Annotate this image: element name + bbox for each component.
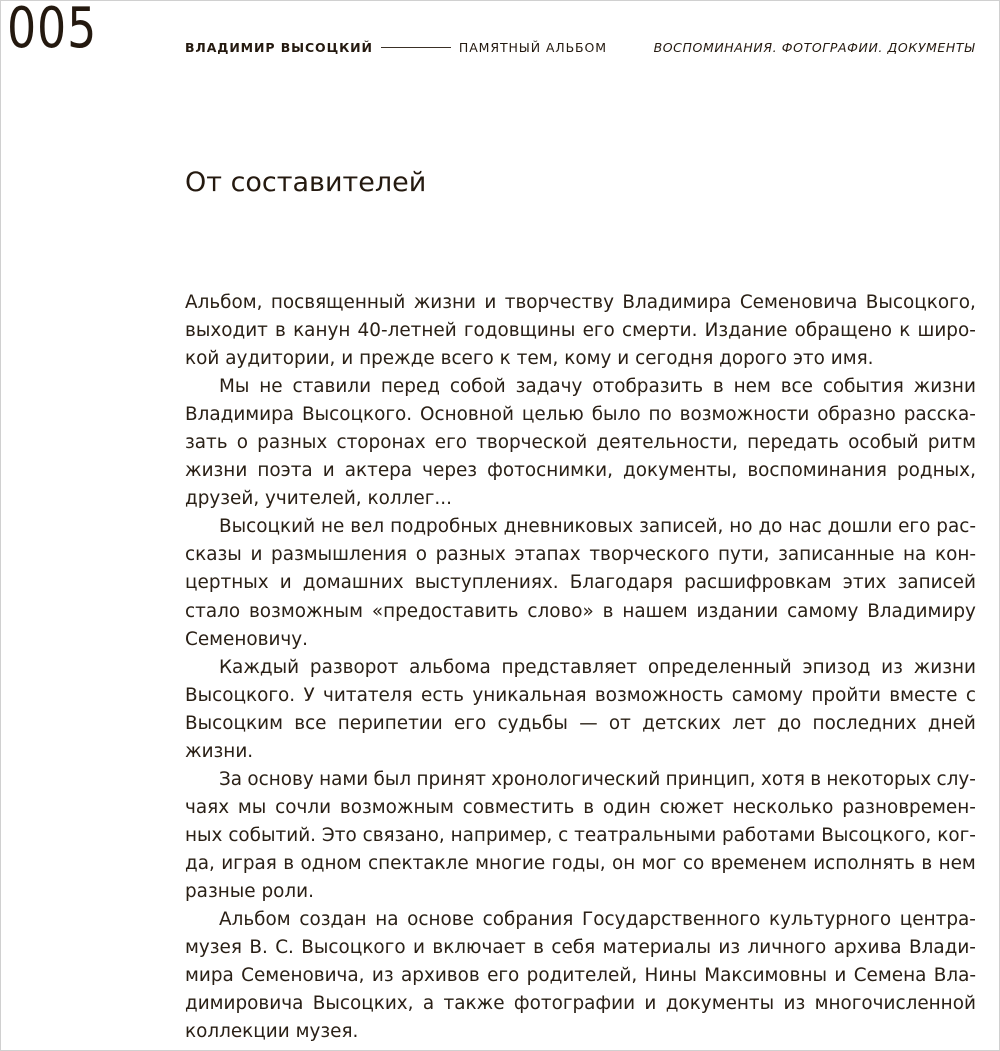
- text-line: За основу нами был принят хронологический принцип, хотя в некоторых слу-: [219, 768, 976, 790]
- text-line: музея В. С. Высоцкого и включает в себя материалы из личного архива Влади-: [185, 937, 976, 959]
- text-line: Каждый разворот альбома представляет определенный эпизод из жизни: [219, 656, 976, 678]
- text-line: Высоцким все перипетии его судьбы — от детских лет до последних дней: [185, 712, 976, 734]
- text-line: цертных и домашних выступлениях. Благодаря расшифровкам этих записей: [185, 572, 976, 594]
- text-line: да, играя в одном спектакле многие годы, он мог со временем исполнять в нем: [185, 852, 976, 874]
- text-line: Альбом создан на основе собрания Государственного культурного центра-: [219, 909, 976, 931]
- text-line: стало возможным «предоставить слово» в нашем издании самому Владимиру: [185, 600, 976, 622]
- running-head-author: ВЛАДИМИР ВЫСОЦКИЙ: [185, 40, 373, 55]
- paragraph: [185, 289, 976, 373]
- running-head: [185, 40, 607, 55]
- paragraph: [185, 513, 976, 653]
- paragraph: [185, 766, 976, 906]
- text-line: чаях мы сочли возможным совместить в один сюжет несколько разновремен-: [185, 796, 976, 818]
- paragraph: [185, 906, 976, 1046]
- running-head-rule: [381, 47, 451, 48]
- text-line: Мы не ставили перед собой задачу отобразить в нем все события жизни: [219, 376, 976, 398]
- text-line: коллекции музея.: [185, 1021, 359, 1043]
- text-line: сказы и размышления о разных этапах творческого пути, записанные на кон-: [185, 544, 976, 566]
- text-line: жизни.: [185, 740, 254, 762]
- section-title: От составителей: [185, 167, 427, 198]
- text-line: разные роли.: [185, 880, 314, 902]
- text-line: димировича Высоцких, а также фотографии и документы из многочисленной: [185, 993, 976, 1015]
- running-head-series: ПАМЯТНЫЙ АЛЬБОМ: [458, 40, 607, 55]
- text-line: выходит в канун 40-летней годовщины его смерти. Издание обращено к широ-: [185, 320, 976, 342]
- text-line: Владимира Высоцкого. Основной целью было по возможности образно расска-: [185, 404, 976, 426]
- text-line: Семеновичу.: [185, 628, 309, 650]
- text-line: Альбом, посвященный жизни и творчеству Владимира Семеновича Высоцкого,: [185, 292, 976, 313]
- text-line: мира Семеновича, из архивов его родителей, Нины Максимовны и Семена Вла-: [185, 965, 976, 987]
- text-line: друзей, учителей, коллег...: [185, 488, 452, 510]
- paragraph: [185, 373, 976, 513]
- text-line: ных событий. Это связано, например, с театральными работами Высоцкого, ког-: [185, 824, 976, 846]
- body-text: [185, 289, 976, 1046]
- text-line: жизни поэта и актера через фотоснимки, документы, воспоминания родных,: [185, 460, 976, 482]
- text-line: Высоцкий не вел подробных дневниковых записей, но до нас дошли его рас-: [219, 516, 976, 538]
- text-line: кой аудитории, и прежде всего к тем, кому и сегодня дорого это имя.: [185, 348, 874, 370]
- text-line: зать о разных сторонах его творческой деятельности, передать особый ритм: [185, 432, 976, 454]
- text-line: Высоцкого. У читателя есть уникальная возможность самому пройти вместе с: [185, 684, 976, 706]
- running-head-subtitle: ВОСПОМИНАНИЯ. ФОТОГРАФИИ. ДОКУМЕНТЫ: [653, 40, 975, 55]
- page-number: 005: [7, 0, 98, 61]
- paragraph: [185, 654, 976, 766]
